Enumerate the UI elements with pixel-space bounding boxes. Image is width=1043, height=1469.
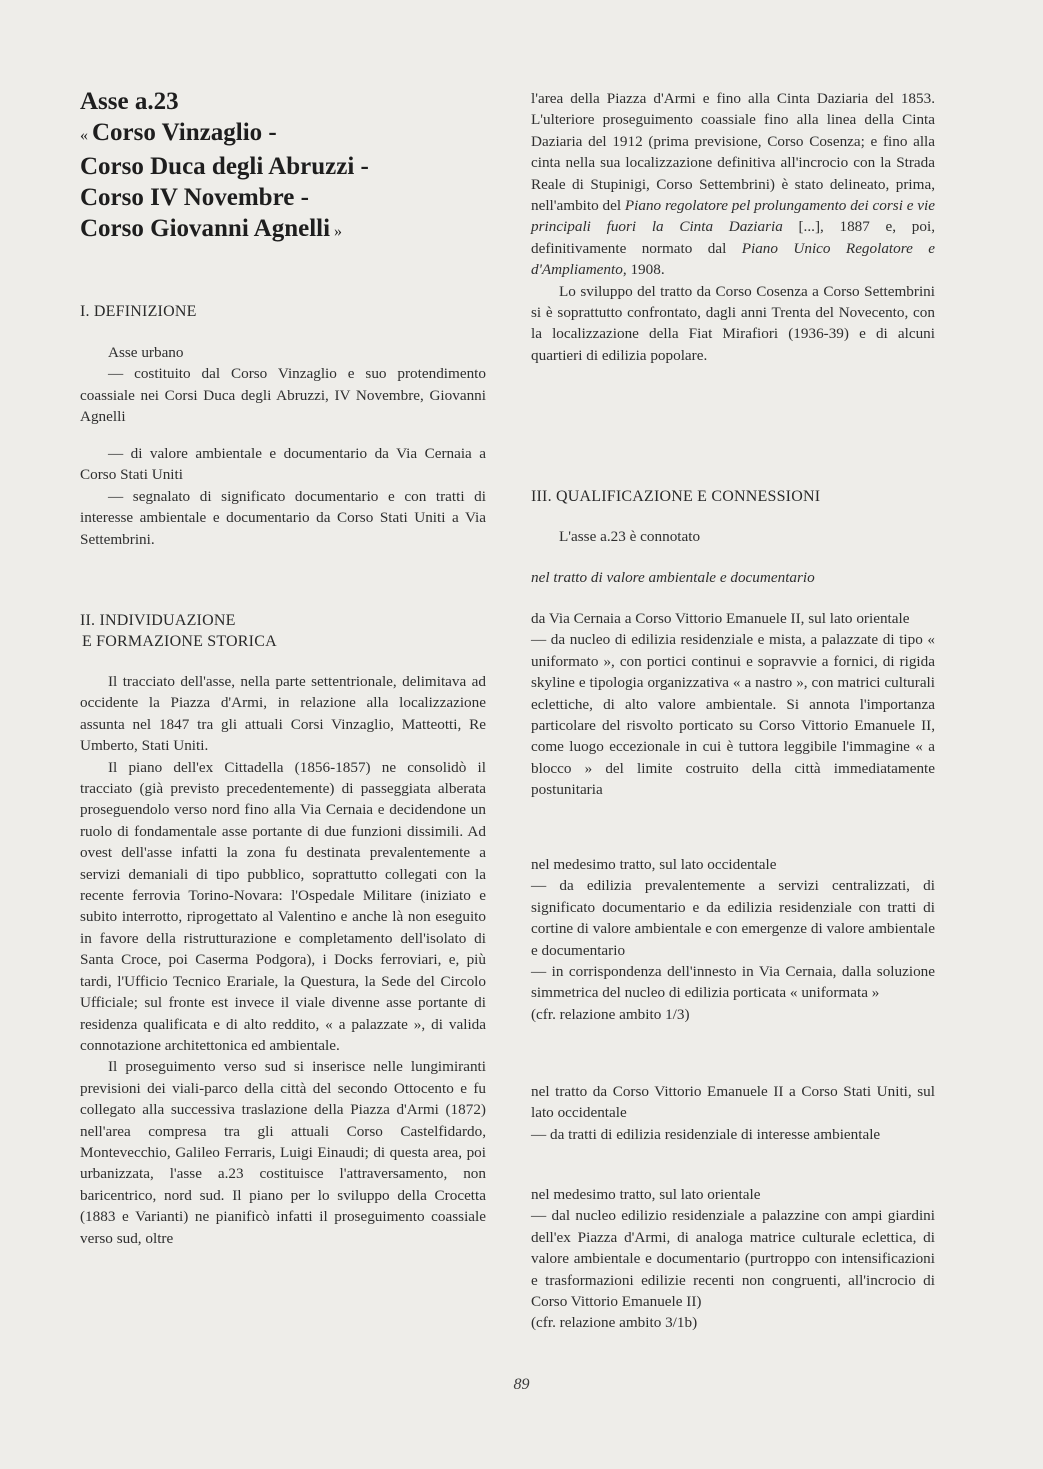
paragraph: Il tracciato dell'asse, nella parte settentrionale, delimitava ad occidente la Piazza d'Armi, in relazione alla localizzazione assunta nel 1847 tra gli attuali Corsi Vinzaglio, Matteotti, Re Umberto, Stati Uniti. (80, 673, 486, 755)
section-qualificazione-intro (531, 526, 935, 547)
qualification-block-3 (531, 1081, 935, 1145)
paragraph: — dal nucleo edilizio residenziale a palazzine con ampi giardini dell'ex Piazza d'Armi, di analoga matrice culturale eclettica, di valore ambientale e documentario (purtroppo con intensificazioni e trasformazioni edilizie recenti non congruenti, all'incrocio di Corso Vittorio Emanuele II) (531, 1207, 935, 1311)
paragraph: L'asse a.23 è connotato (559, 528, 701, 545)
title-close-quote: » (330, 223, 343, 240)
paragraph: — in corrispondenza dell'innesto in Via Cernaia, dalla soluzione simmetrica del nucleo di edilizia porticata « uniformata » (531, 963, 935, 1002)
qualification-block-1 (531, 608, 935, 801)
paragraph: nel medesimo tratto, sul lato occidentale (531, 856, 777, 873)
paragraph (531, 88, 935, 281)
plan-title-1908: Piano Unico Regolatore e d'Ampliamento (531, 239, 935, 279)
paragraph: — costituito dal Corso Vinzaglio e suo protendimento coassiale nei Corsi Duca degli Abruzzi, IV Novembre, Giovanni Agnelli (80, 365, 486, 426)
paragraph: Il proseguimento verso sud si inserisce nelle lungimiranti previsioni dei viali-parco della città del secondo Ottocento e fu collegato alla successiva traslazione della Piazza d'Armi (1872) nell'area compresa tra gli attuali Corso Castelfidardo, Montevecchio, Galileo Ferraris, Luigi Einaudi; di questa area, poi urbanizzata, l'asse a.23 costituisce l'attraversamento, non baricentrico, nord sud. Il piano per lo sviluppo della Crocetta (1883 e Varianti) ne pianificò infatti il proseguimento coassiale verso sud, oltre (80, 1058, 486, 1247)
paragraph: nel medesimo tratto, sul lato orientale (531, 1186, 761, 1203)
title-line-1: Asse a.23 (80, 88, 179, 115)
section-qualificazione-subhead (531, 567, 935, 588)
section-individuazione-continued (531, 88, 935, 366)
paragraph: (cfr. relazione ambito 3/1b) (531, 1314, 698, 1332)
section-heading-definizione: I. DEFINIZIONE (80, 303, 197, 320)
page-title (80, 86, 369, 247)
section-definizione-body (80, 342, 486, 428)
section-individuazione-body (80, 671, 486, 1249)
paragraph: — da nucleo di edilizia residenziale e mista, a palazzate di tipo « uniformato », con portici continui e sopravvie a fornici, di rigida skyline e tipologia organizzativa « a nastro », con matrici culturali eclettiche, di alto valore ambientale. Si annota l'importanza particolare del risvolto porticato su Corso Vittorio Emanuele II, come luogo eccezionale in cui è tuttora leggibile l'immagine « a blocco » del limite costruito della città immediatamente postunitaria (531, 631, 935, 799)
paragraph: da Via Cernaia a Corso Vittorio Emanuele II, sul lato orientale (531, 610, 910, 627)
qualification-block-4 (531, 1184, 935, 1334)
page-number: 89 (513, 1376, 530, 1393)
section-heading-individuazione (80, 610, 277, 652)
title-line-2 (80, 117, 369, 151)
plan-title-1887: Piano regolatore pel prolungamento dei corsi e vie principali fuori la Cinta Daziaria (531, 197, 935, 236)
paragraph: — segnalato di significato documentario e con tratti di interesse ambientale e documentario da Corso Stati Uniti a Via Settembrini. (80, 487, 486, 548)
title-line-4: Corso IV Novembre - (80, 184, 309, 211)
qualification-block-2 (531, 854, 935, 1025)
paragraph: nel tratto da Corso Vittorio Emanuele II a Corso Stati Uniti, sul lato occidentale (531, 1083, 935, 1122)
section-heading-qualificazione: III. QUALIFICAZIONE E CONNESSIONI (531, 488, 821, 505)
title-line-5-text: Corso Giovanni Agnelli (80, 215, 331, 242)
title-open-quote: « (80, 127, 92, 144)
paragraph: Asse urbano (108, 344, 184, 361)
paragraph: — da edilizia prevalentemente a servizi centralizzati, di significato documentario e da edilizia residenziale con tratti di cortine di valore ambientale e con emergenze di valore ambientale e documentario (531, 877, 935, 959)
paragraph: Lo sviluppo del tratto da Corso Cosenza a Corso Settembrini si è soprattutto confrontato, dagli anni Trenta del Novecento, con la localizzazione della Fiat Mirafiori (1936-39) e di alcuni quartieri di edilizia popolare. (531, 282, 935, 364)
subheading: nel tratto di valore ambientale e documentario (531, 569, 815, 586)
title-line-2-text: Corso Vinzaglio - (92, 119, 277, 146)
paragraph: — da tratti di edilizia residenziale di interesse ambientale (531, 1125, 881, 1143)
paragraph: — di valore ambientale e documentario da Via Cernaia a Corso Stati Uniti (80, 445, 486, 484)
section-definizione-values (80, 443, 486, 550)
paragraph: (cfr. relazione ambito 1/3) (531, 1005, 690, 1023)
text-run: [...], 1887 e, poi, definitivamente normato dal (531, 218, 935, 257)
text-run: l'area della Piazza d'Armi e fino alla Cinta Daziaria del 1853. L'ulteriore proseguimento coassiale fino alla linea della Cinta Daziaria del 1912 (prima previsione, Corso Cosenza; e fino alla cinta nella sua localizzazione definitiva all'incrocio con la Strada Reale di Stupinigi, Corso Settembrini) è stato delineato, prima, nell'ambito del (531, 90, 935, 215)
section-heading-line: II. INDIVIDUAZIONE (80, 612, 236, 629)
paragraph: Il piano dell'ex Cittadella (1856-1857) ne consolidò il tracciato (già previsto precedentemente) di passeggiata alberata proseguendolo verso nord fino alla Via Cernaia e decidendone un ruolo di fondamentale asse portante di due funzioni dissimili. Ad ovest dell'asse infatti la zona fu destinata prevalentemente a servizi demaniali di tipo pubblico, soprattutto collegati con la recente ferrovia Torino-Novara: l'Ospedale Militare (iniziato e subito interrotto, riprogettato al Valentino e anche là non eseguito in favore della ristrutturazione e completamento dell'isolato di Santa Croce, poi Caserma Podgora), i Docks ferroviari, e, più tardi, l'Ufficio Tecnico Erariale, la Questura, la Sede del Circolo Ufficiale; sul fronte est invece il viale divenne asse portante di residenza qualificata e di alto reddito, « a palazzate », di valida connotazione architettonica ed ambientale. (80, 758, 486, 1054)
title-line-5 (80, 213, 369, 247)
title-line-3: Corso Duca degli Abruzzi - (80, 153, 369, 180)
section-heading-line: E FORMAZIONE STORICA (82, 633, 277, 650)
text-run: , 1908. (622, 261, 665, 279)
